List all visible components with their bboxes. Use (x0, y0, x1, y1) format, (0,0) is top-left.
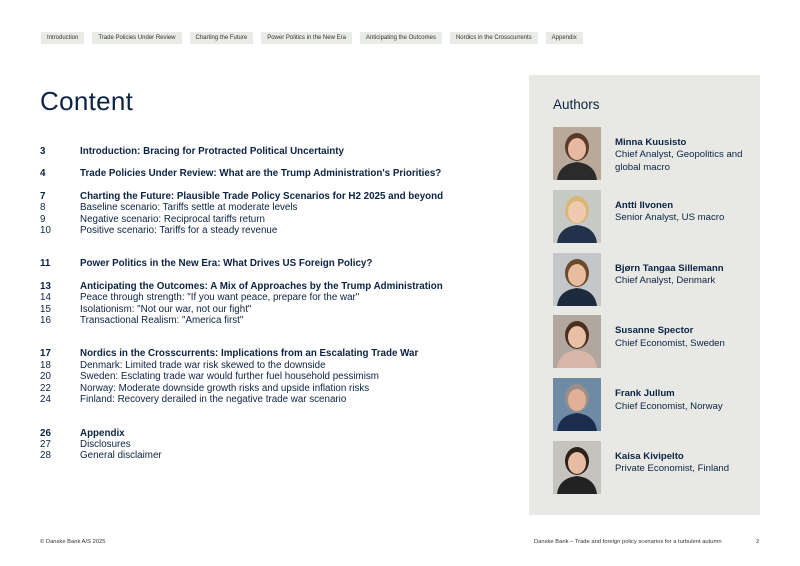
toc-page-number: 4 (40, 168, 46, 180)
toc-page-number: 16 (40, 315, 51, 327)
toc-subsection-entry[interactable] (40, 383, 510, 394)
toc-entry-title: Charting the Future: Plausible Trade Policy Scenarios for H2 2025 and beyond (80, 190, 444, 202)
footer-page-number: 2 (756, 539, 760, 545)
author-photo (553, 378, 601, 431)
toc-page-number: 18 (40, 359, 51, 371)
toc-page-number: 27 (40, 438, 51, 450)
toc-page-number: 22 (40, 382, 51, 394)
toc-subsection-entry[interactable] (40, 394, 510, 405)
toc-entry-title: Sweden: Esclating trade war would further fuel household pessimism (80, 371, 379, 383)
author-role: Chief Economist, Norway (615, 400, 723, 412)
toc-page-number: 13 (40, 280, 51, 292)
toc-section-entry[interactable] (40, 168, 510, 179)
nav-tab-introduction[interactable]: Introduction (41, 32, 84, 44)
author-name: Bjørn Tangaa Sillemann (615, 262, 724, 274)
toc-subsection-entry[interactable] (40, 214, 510, 225)
toc-section-entry[interactable] (40, 281, 510, 292)
toc-group (40, 258, 510, 269)
author-name: Antti Ilvonen (615, 199, 674, 211)
author-info (615, 137, 755, 174)
toc-entry-title: Transactional Realism: "America first" (80, 315, 244, 327)
toc-entry-title: Nordics in the Crosscurrents: Implications from an Escalating Trade War (80, 348, 419, 360)
toc-entry-title: Baseline scenario: Tariffs settle at moderate levels (80, 202, 298, 214)
toc-group (40, 168, 510, 179)
toc-subsection-entry[interactable] (40, 292, 510, 303)
author-name: Susanne Spector (615, 325, 694, 337)
toc-subsection-entry[interactable] (40, 439, 510, 450)
author-name: Frank Jullum (615, 388, 675, 400)
nav-tab-nordics[interactable]: Nordics in the Crosscurrents (450, 32, 538, 44)
toc-entry-title: Appendix (80, 427, 125, 439)
toc-section-entry[interactable] (40, 348, 510, 359)
toc-subsection-entry[interactable] (40, 315, 510, 326)
author-photo (553, 127, 601, 180)
toc-entry-title: Finland: Recovery derailed in the negative trade war scenario (80, 394, 347, 406)
nav-tab-trade-policies[interactable]: Trade Policies Under Review (92, 32, 181, 44)
toc-entry-title: Denmark: Limited trade war risk skewed to the downside (80, 359, 326, 371)
toc-group (40, 281, 510, 327)
toc-section-entry[interactable] (40, 146, 510, 157)
author-info (615, 325, 755, 350)
toc-page-number: 14 (40, 292, 51, 304)
toc-section-entry[interactable] (40, 258, 510, 269)
authors-panel (529, 75, 760, 515)
author-photo (553, 190, 601, 243)
toc-subsection-entry[interactable] (40, 360, 510, 371)
nav-tab-anticipating-outcomes[interactable]: Anticipating the Outcomes (360, 32, 442, 44)
toc-page-number: 28 (40, 450, 51, 462)
toc-subsection-entry[interactable] (40, 225, 510, 236)
toc-entry-title: Positive scenario: Tariffs for a steady revenue (80, 225, 278, 237)
toc-subsection-entry[interactable] (40, 371, 510, 382)
toc-subsection-entry[interactable] (40, 202, 510, 213)
toc-entry-title: Trade Policies Under Review: What are the Trump Administration's Priorities? (80, 168, 442, 180)
toc-page-number: 3 (40, 146, 46, 157)
footer-copyright: © Danske Bank A/S 2025 (40, 539, 106, 545)
toc-entry-title: Negative scenario: Reciprocal tariffs return (80, 213, 265, 225)
toc-subsection-entry[interactable] (40, 450, 510, 461)
toc-page-number: 15 (40, 303, 51, 315)
author-role: Chief Economist, Sweden (615, 337, 725, 349)
page-title: Content (40, 86, 134, 116)
author-name: Minna Kuusisto (615, 137, 687, 148)
nav-tab-charting-future[interactable]: Charting the Future (190, 32, 254, 44)
toc-page-number: 8 (40, 202, 46, 214)
toc-group (40, 428, 510, 462)
toc-page-number: 17 (40, 348, 51, 360)
toc-page-number: 7 (40, 190, 46, 202)
authors-title: Authors (553, 97, 600, 112)
author-photo (553, 315, 601, 368)
toc-subsection-entry[interactable] (40, 304, 510, 315)
author-info (615, 388, 755, 413)
toc-page-number: 10 (40, 225, 51, 237)
toc-entry-title: Disclosures (80, 438, 131, 450)
section-nav (41, 32, 583, 44)
toc-page-number: 24 (40, 394, 51, 406)
toc-group (40, 146, 510, 157)
author-info (615, 200, 755, 225)
toc-entry-title: General disclaimer (80, 450, 162, 462)
toc-group (40, 348, 510, 405)
toc-section-entry[interactable] (40, 428, 510, 439)
toc-entry-title: Introduction: Bracing for Protracted Political Uncertainty (80, 146, 345, 157)
toc-section-entry[interactable] (40, 191, 510, 202)
author-photo (553, 441, 601, 494)
toc-entry-title: Power Politics in the New Era: What Drives US Foreign Policy? (80, 258, 373, 270)
nav-tab-power-politics[interactable]: Power Politics in the New Era (261, 32, 352, 44)
author-photo (553, 253, 601, 306)
toc-page-number: 9 (40, 213, 46, 225)
footer-publication: Danske Bank – Trade and foreign policy scenarios for a turbulent autumn (534, 539, 722, 545)
author-info (615, 263, 755, 288)
author-info (615, 451, 755, 476)
toc-entry-title: Anticipating the Outcomes: A Mix of Approaches by the Trump Administration (80, 280, 443, 292)
author-role: Chief Analyst, Denmark (615, 275, 716, 286)
toc-entry-title: Isolationism: "Not our war, not our fight" (80, 303, 252, 315)
table-of-contents (40, 146, 510, 473)
author-role: Senior Analyst, US macro (615, 212, 725, 224)
author-role: Chief Analyst, Geopolitics and global macro (615, 149, 743, 173)
toc-page-number: 26 (40, 427, 51, 439)
nav-tab-appendix[interactable]: Appendix (546, 32, 583, 44)
toc-entry-title: Norway: Moderate downside growth risks and upside inflation risks (80, 382, 370, 394)
toc-group (40, 191, 510, 237)
author-name: Kaisa Kivipelto (615, 451, 684, 462)
toc-page-number: 11 (40, 258, 51, 270)
toc-entry-title: Peace through strength: "If you want peace, prepare for the war" (80, 292, 360, 304)
toc-page-number: 20 (40, 371, 51, 383)
author-role: Private Economist, Finland (615, 463, 730, 475)
